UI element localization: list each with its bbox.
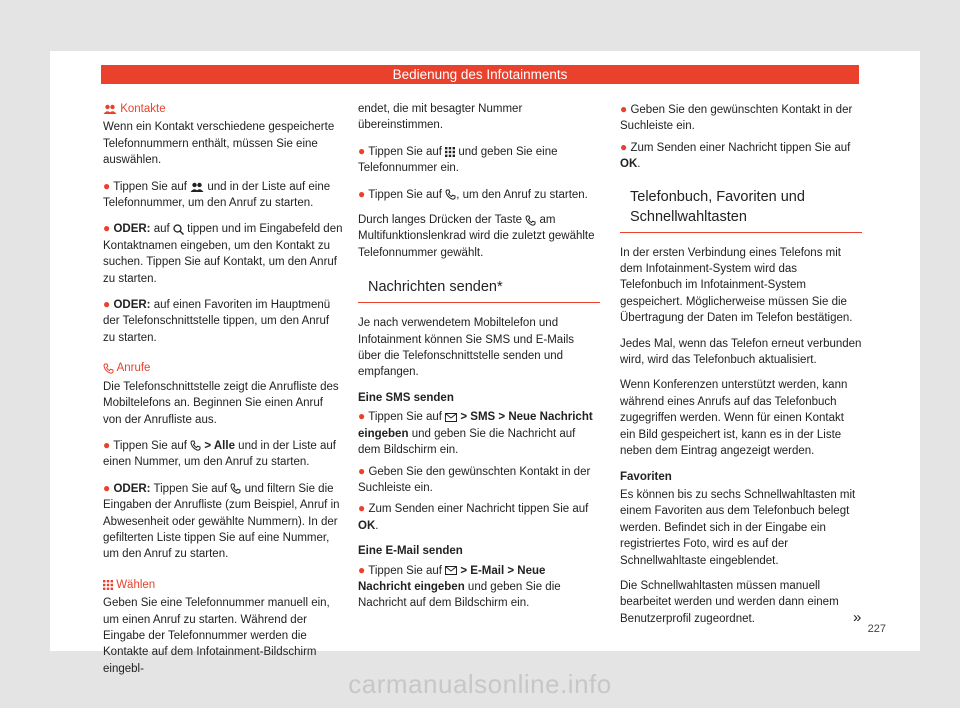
sms-bullet-2: ● Geben Sie den gewünschten Kontakt in der Suchleiste ein. bbox=[358, 463, 591, 494]
section-title-telefonbuch: Telefonbuch, Favoriten und Schnellwahltasten bbox=[620, 187, 862, 233]
waehlen-text: Geben Sie eine Telefonnummer manuell ein, um einen Anruf zu starten. Während der Eingabe der Telefonnummer werden die Kontakte auf dem Infotainment-Bildschirm eingebl- bbox=[103, 597, 330, 675]
continue-arrow: » bbox=[853, 609, 862, 626]
section-title-nachrichten: Nachrichten senden* bbox=[358, 277, 600, 303]
manual-page bbox=[50, 51, 920, 675]
page-header: Bedienung des Infotainments bbox=[101, 65, 859, 84]
mail-bullet-1: ● Tippen Sie auf > E-Mail > Neue Nachricht eingeben und geben Sie die Nachricht auf dem Bildschirm ein. bbox=[358, 562, 561, 610]
search-icon bbox=[173, 224, 184, 235]
phone-icon bbox=[190, 440, 201, 451]
sms-bullet-1: ● Tippen Sie auf > SMS > Neue Nachricht eingeben und geben Sie die Nachricht auf dem Bildschirm ein. bbox=[358, 409, 593, 457]
phone-icon bbox=[230, 483, 241, 494]
keypad-icon bbox=[103, 580, 113, 590]
page-number: 227 bbox=[867, 623, 886, 635]
kontakte-bullet-1: ● Tippen Sie auf und in der Liste auf eine Telefonnummer, um den Anruf zu starten. bbox=[103, 178, 331, 210]
anrufe-heading bbox=[103, 360, 343, 376]
kontakte-title: Kontakte bbox=[120, 103, 166, 115]
anrufe-bullet-2: ● ODER: Tippen Sie auf und filtern Sie die Eingaben der Anrufliste (zum Beispiel, Anruf in Abwesenheit oder gewählte Nummern). In der gefilterten Liste tippen Sie auf eine Nummer, um den Anruf zu starten. bbox=[103, 480, 340, 561]
contacts-icon bbox=[190, 182, 204, 192]
telefonbuch-p1: In der ersten Verbindung eines Telefons mit dem Infotainment-System wird das Telefonbuch im Infotainment-System gespeichert. Möglicherweise müssen Sie die Übertragung der Daten im Telefon bestätigen. bbox=[620, 246, 853, 325]
mail-heading: Eine E-Mail senden bbox=[358, 545, 463, 558]
telefonbuch-p2: Jedes Mal, wenn das Telefon erneut verbunden wird, wird das Telefonbuch aktualisiert. bbox=[620, 337, 862, 367]
phone-icon bbox=[103, 363, 114, 374]
anrufe-text: Die Telefonschnittstelle zeigt die Anrufliste des Mobiltelefons an. Beginnen Sie einen Anruf von der Anrufliste aus. bbox=[103, 380, 339, 426]
keypad-icon bbox=[445, 147, 455, 157]
phone-icon bbox=[525, 215, 536, 226]
kontakte-text: Wenn ein Kontakt verschiedene gespeicherte Telefonnummern enthält, müssen Sie eine auswählen. bbox=[103, 121, 335, 167]
contacts-icon bbox=[103, 104, 117, 114]
kontakte-heading bbox=[103, 101, 343, 117]
waehlen-bullet-1: ● Tippen Sie auf und geben Sie eine Telefonnummer ein. bbox=[358, 143, 558, 175]
sms-heading: Eine SMS senden bbox=[358, 391, 454, 404]
sms-bullet-3: ● Zum Senden einer Nachricht tippen Sie auf OK. bbox=[358, 501, 589, 532]
waehlen-title: Wählen bbox=[116, 578, 156, 591]
phone-icon bbox=[445, 189, 456, 200]
kontakte-bullet-2: ● ODER: auf tippen und im Eingabefeld den Kontaktnamen eingeben, um den Kontakt zu suchen. Tippen Sie auf Kontakt, um den Anruf zu starten. bbox=[103, 221, 343, 285]
watermark: carmanualsonline.info bbox=[348, 669, 612, 699]
envelope-icon bbox=[445, 566, 457, 575]
waehlen-bullet-2: ● Tippen Sie auf , um den Anruf zu starten. bbox=[358, 186, 588, 201]
waehlen-heading bbox=[103, 577, 343, 593]
favoriten-p5: Die Schnellwahltasten müssen manuell bearbeitet werden und werden dann einem Benutzerprofil zugeordnet. bbox=[620, 579, 839, 625]
taste-text: Durch langes Drücken der Taste am Multifunktionslenkrad wird die zuletzt gewählte Telefonnummer gewählt. bbox=[358, 214, 595, 259]
anrufe-title: Anrufe bbox=[116, 362, 151, 375]
column-3 bbox=[620, 101, 862, 636]
envelope-icon bbox=[445, 413, 457, 422]
nachrichten-intro: Je nach verwendetem Mobiltelefon und Infotainment können Sie SMS und E-Mails über die Telefonschnittstelle senden und empfangen. bbox=[358, 317, 575, 379]
kontakte-bullet-3: ● ODER: auf einen Favoriten im Hauptmenü der Telefonschnittstelle tippen, um den Anruf zu starten. bbox=[103, 297, 331, 344]
favoriten-heading: Favoriten bbox=[620, 470, 672, 483]
column-2 bbox=[358, 101, 600, 621]
waehlen-text-cont: endet, die mit besagter Nummer übereinstimmen. bbox=[358, 103, 523, 132]
anrufe-bullet-1: ● Tippen Sie auf > Alle und in der Liste auf einen Nummer, um den Anruf zu starten. bbox=[103, 437, 336, 469]
mail-bullet-3: ● Zum Senden einer Nachricht tippen Sie auf OK. bbox=[620, 139, 851, 171]
mail-bullet-2: ● Geben Sie den gewünschten Kontakt in der Suchleiste ein. bbox=[620, 102, 853, 133]
telefonbuch-p3: Wenn Konferenzen unterstützt werden, kann während eines Anrufs auf das Telefonbuch zugegriffen werden. Wenn für einen Kontakt ein Bild gespeichert ist, kann es in der Liste neben dem Eintrag angezeigt werden. bbox=[620, 379, 848, 458]
favoriten-p4: Es können bis zu sechs Schnellwahltasten mit einem Favoriten aus dem Telefonbuch belegt werden. Befindet sich in der Eingabe ein registriertes Foto, wird es auf der Schnellwahltaste eingeblendet. bbox=[620, 488, 856, 567]
column-1 bbox=[103, 101, 343, 686]
